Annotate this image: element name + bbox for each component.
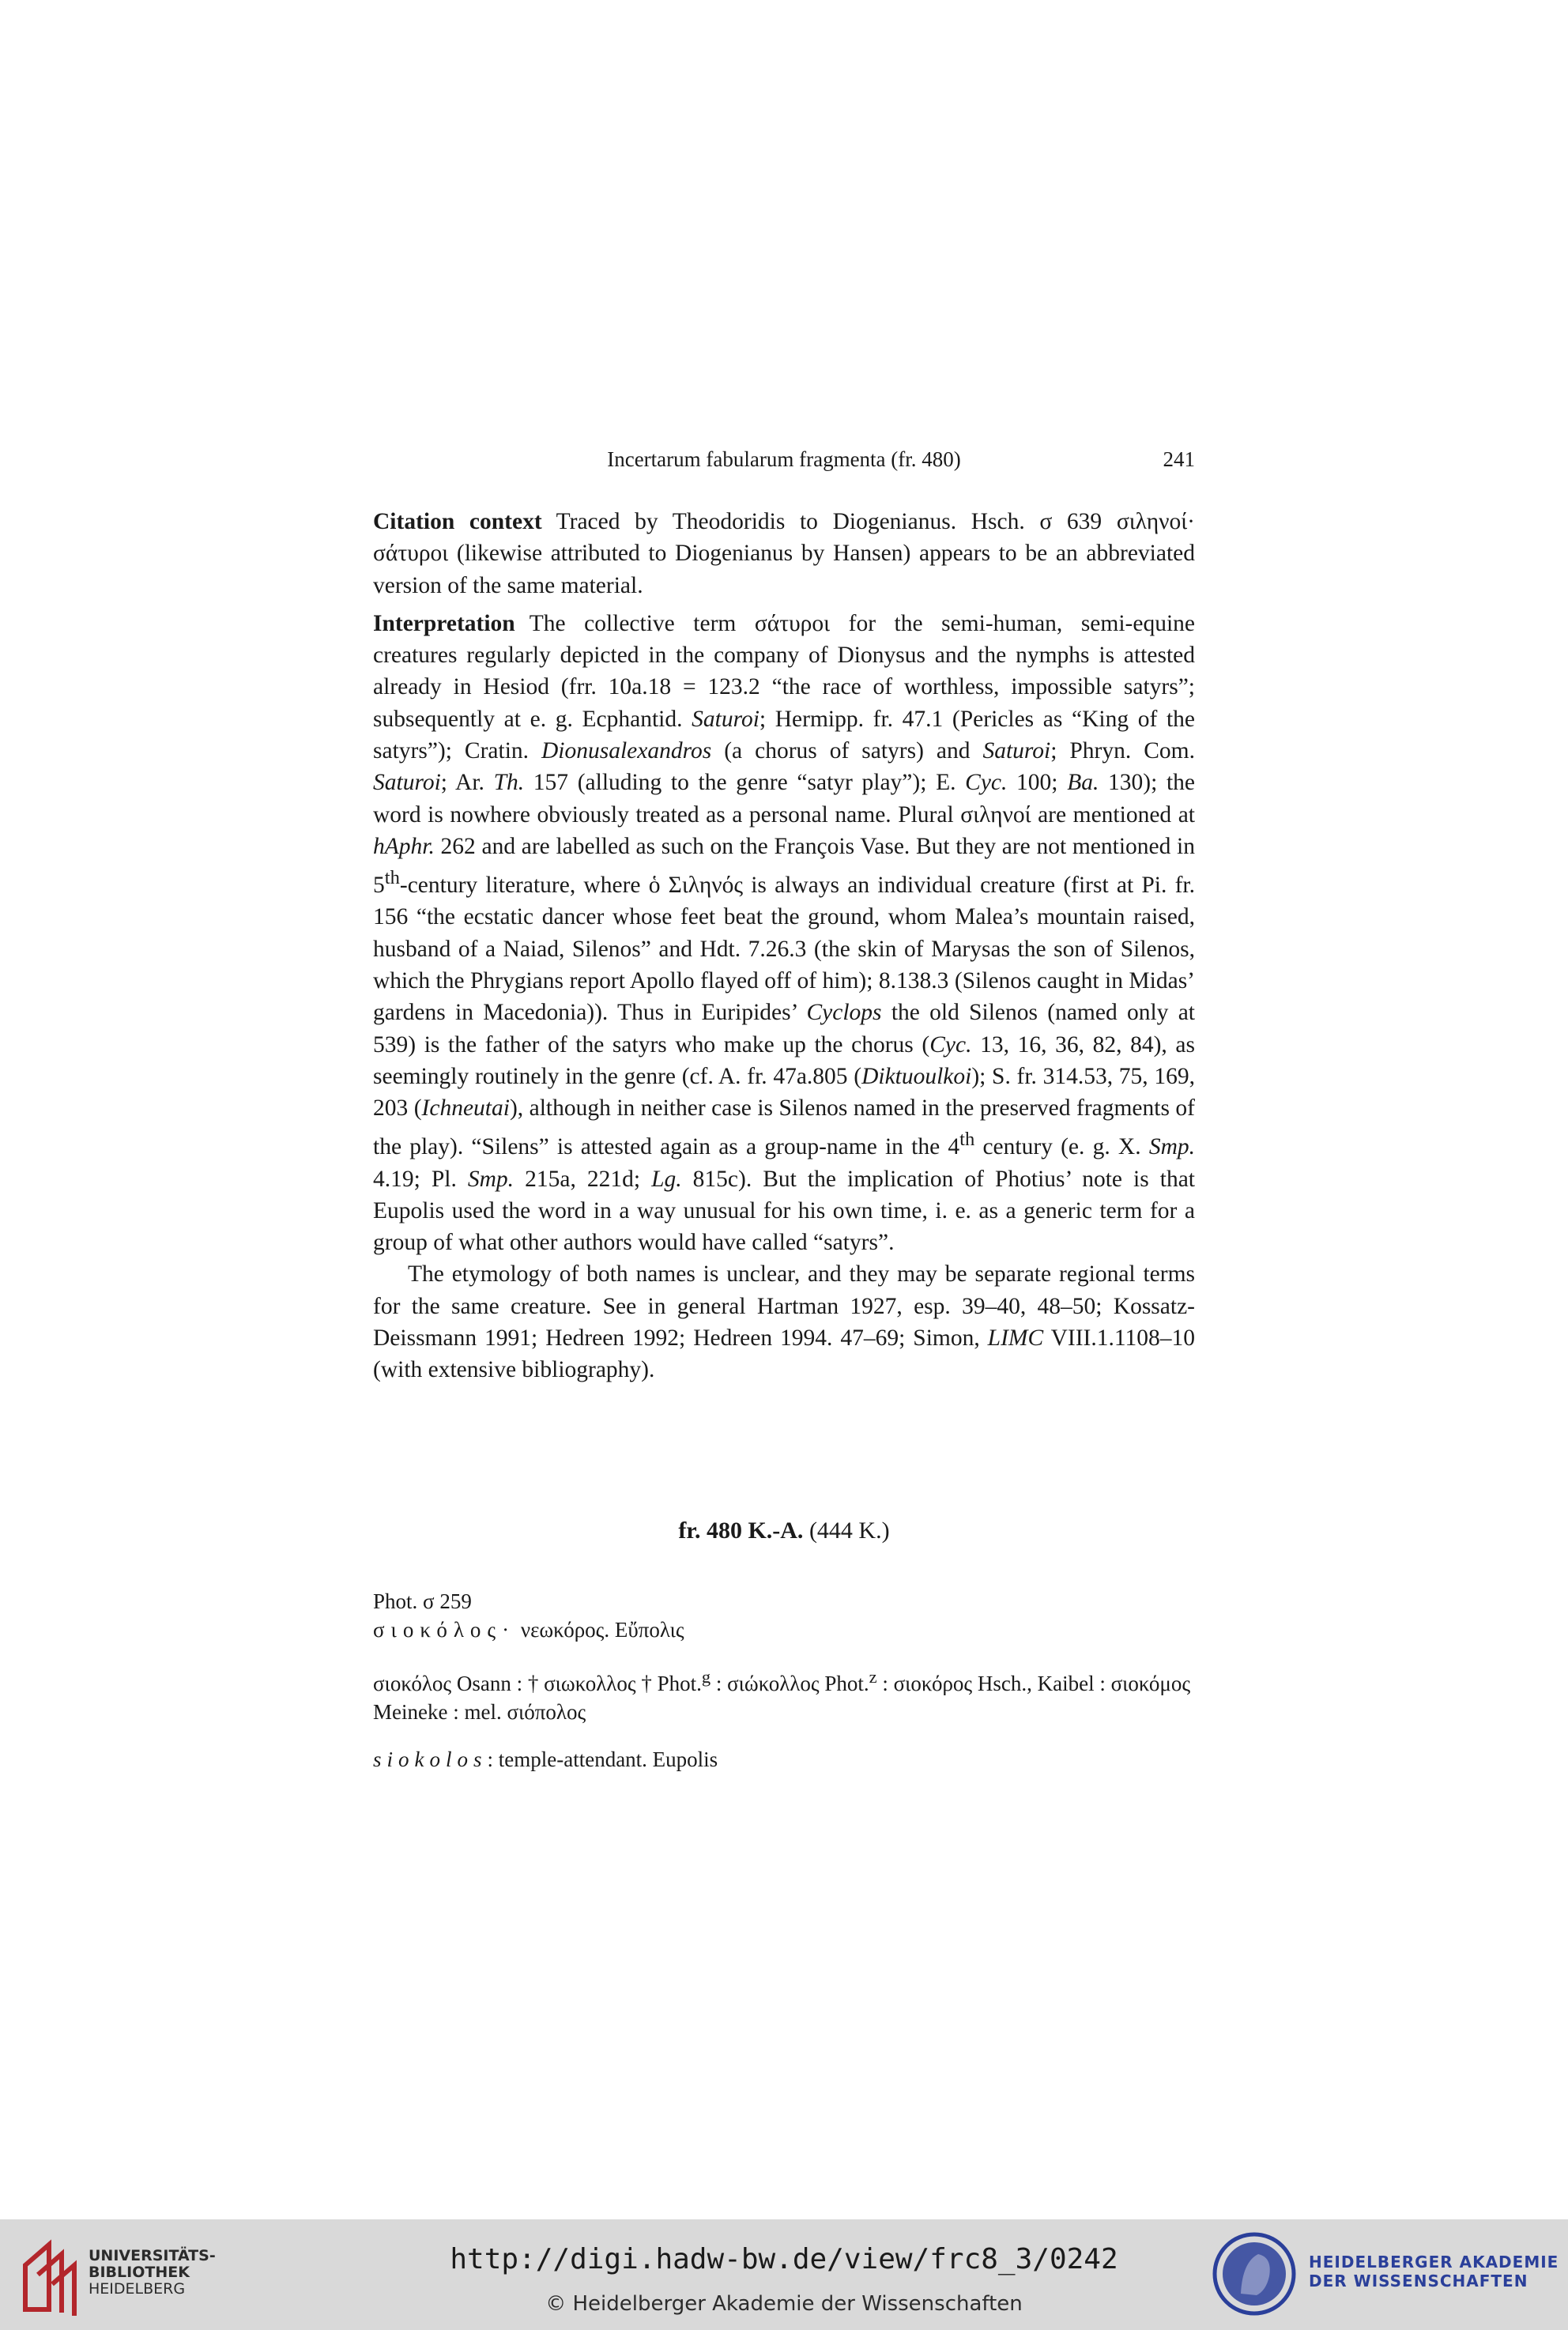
fragment-gloss: νεωκόρος. Εὔπολις [515, 1618, 684, 1642]
etymology-paragraph: The etymology of both names is unclear, and they may be separate regional terms for the same creature. See in general Hartman 1927, esp. 39–40, 48–50; Kossatz-Deissmann 1991; Hedreen 1992; Hedreen 1994. 47–69; Simon, LIMC VIII.1.1108–10 (with extensive bibliography). [373, 1261, 1196, 1383]
interpretation-label: Interpretation [373, 610, 515, 636]
translation-lemma: siokolos [373, 1748, 488, 1771]
permalink-url[interactable]: http://digi.hadw-bw.de/view/frc8_3/0242 [450, 2243, 1118, 2275]
page-number: 241 [1163, 447, 1195, 471]
fragment-number: fr. 480 K.-A. [678, 1518, 804, 1544]
fragment-text [373, 1616, 1195, 1644]
academy-seal-icon[interactable] [1211, 2230, 1298, 2317]
fragment-alt-number: (444 K.) [808, 1518, 890, 1544]
interpretation-paragraph: Interpretation The collective term σάτυροι for the semi-human, semi-equine creatures regularly depicted in the company of Dionysus and the nymphs is attested already in Hesiod (frr. 10a.18 = 123.2 “the race of worthless, impossible satyrs”; subsequently at e. g. Ecphantid. Saturoi; Hermipp. fr. 47.1 (Pericles as “King of the satyrs”); Cratin. Dionusalexandros (a chorus of satyrs) and Saturoi; Phryn. Com. Saturoi; Ar. Th. 157 (alluding to the genre “satyr play”); E. Cyc. 100; Ba. 130); the word is nowhere obviously treated as a personal name. Plural σιληνοί are mentioned at hAphr. 262 and are labelled as such on the François Vase. But they are not mentioned in 5th-century literature, where ὁ Σιληνός is always an individual creature (first at Pi. fr. 156 “the ecstatic dancer whose feet beat the ground, whom Malea’s mountain raised, husband of a Naiad, Silenos” and Hdt. 7.26.3 (the skin of Marysas the son of Silenos, which the Phrygians report Apollo flayed off of him); 8.138.3 (Silenos caught in Midas’ gardens in Macedonia)). Thus in Euripides’ Cyclops the old Silenos (named only at 539) is the father of the satyrs who make up the chorus (Cyc. 13, 16, 36, 82, 84), as seemingly routinely in the genre (cf. A. fr. 47a.805 (Diktuoulkoi); S. fr. 314.53, 75, 169, 203 (Ichneutai), although in neither case is Silenos named in the preserved fragments of the play). “Silens” is attested again as a group-name in the 4th century (e. g. X. Smp. 4.19; Pl. Smp. 215a, 221d; Lg. 815c). But the implication of Photius’ note is that Eupolis used the word in a way unusual for his own time, i. e. as a generic term for a group of what other authors would have called “satyrs”. [373, 610, 1195, 1256]
fragment-heading [373, 1518, 1195, 1544]
commentary-body [373, 506, 1195, 1386]
citation-context-label: Citation context [373, 509, 542, 534]
running-title: Incertarum fabularum fragmenta (fr. 480) [607, 447, 961, 471]
fragment-translation [373, 1745, 1195, 1774]
fragment-source [373, 1587, 1195, 1644]
citation-context-text: Traced by Theodoridis to Diogenianus. Hsch. σ 639 σιληνοί· σάτυροι (likewise attributed to Diogenianus by Hansen) appears to be an abbreviated version of the same material. [373, 509, 1195, 598]
running-head [373, 447, 1195, 479]
copyright-notice: © Heidelberger Akademie der Wissenschaften [545, 2292, 1023, 2316]
fragment-lemma: σιοκόλος· [373, 1618, 516, 1642]
citation-context-section [373, 506, 1195, 601]
footer-bar [0, 2219, 1568, 2330]
source-reference: Phot. σ 259 [373, 1589, 472, 1613]
translation-text: : temple-attendant. Eupolis [487, 1748, 718, 1771]
library-name[interactable]: UNIVERSITÄTS- BIBLIOTHEK HEIDELBERG [89, 2247, 216, 2298]
critical-apparatus: σιοκόλος Osann : † σιωκολλος † Phot.$^g$ : σιώκολλος Phot.$^z$ : σιοκόρος Hsch., Kaibel : σιοκόμος Meineke : mel. σιόπολος [373, 1667, 1191, 1724]
academy-name[interactable]: HEIDELBERGER AKADEMIE DER WISSENSCHAFTEN [1309, 2253, 1559, 2290]
